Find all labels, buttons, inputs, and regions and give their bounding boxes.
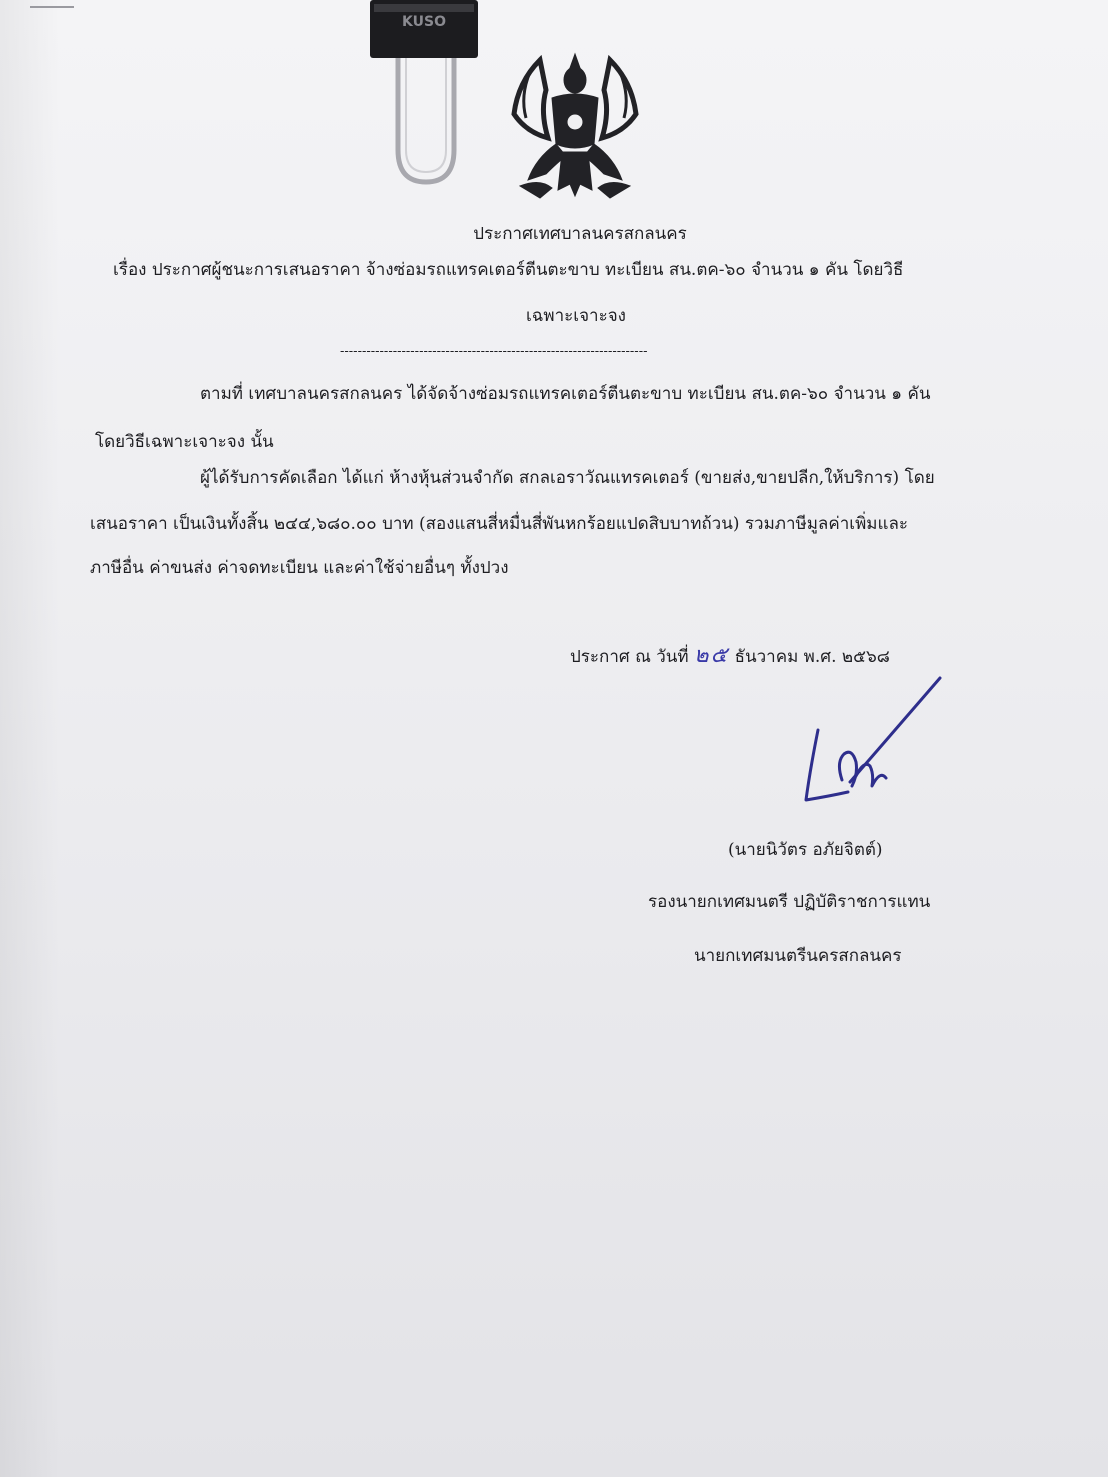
signatory-position-1: รองนายกเทศมนตรี ปฏิบัติราชการแทน [648, 892, 931, 912]
subject-line-2: เฉพาะเจาะจง [526, 306, 626, 326]
paragraph-1-line-2: โดยวิธีเฉพาะเจาะจง นั้น [95, 432, 274, 452]
paragraph-1-line-1: ตามที่ เทศบาลนครสกลนคร ได้จัดจ้างซ่อมรถแทรคเตอร์ตีนตะขาบ ทะเบียน สน.ตค-๖๐ จำนวน ๑ คัน [200, 384, 931, 404]
paragraph-2-line-3: ภาษีอื่น ค่าขนส่ง ค่าจดทะเบียน และค่าใช้จ่ายอื่นๆ ทั้งปวง [90, 558, 509, 578]
date-month-year: ธันวาคม พ.ศ. ๒๕๖๘ [734, 647, 890, 667]
announcement-date [570, 644, 890, 669]
signatory-position-2: นายกเทศมนตรีนครสกลนคร [694, 946, 902, 966]
date-prefix: ประกาศ ณ วันที่ [570, 647, 689, 667]
separator-line: ---------------------------------------------------------------------- [340, 344, 648, 359]
signatory-name: (นายนิวัตร อภัยจิตต์) [728, 840, 883, 860]
date-day-handwritten: ๒๕ [694, 643, 730, 668]
paragraph-2-line-2: เสนอราคา เป็นเงินทั้งสิ้น ๒๔๔,๖๘๐.๐๐ บาท (สองแสนสี่หมื่นสี่พันหกร้อยแปดสิบบาทถ้วน) รวมภาษีมูลค่าเพิ่มและ [90, 514, 909, 534]
subject-line-1: เรื่อง ประกาศผู้ชนะการเสนอราคา จ้างซ่อมรถแทรคเตอร์ตีนตะขาบ ทะเบียน สน.ตค-๖๐ จำนวน ๑ คัน โดยวิธี [113, 260, 904, 280]
clip-brand-text: KUSO [402, 14, 446, 30]
signature-icon [790, 670, 950, 810]
paragraph-2-line-1: ผู้ได้รับการคัดเลือก ได้แก่ ห้างหุ้นส่วนจำกัด สกลเอราวัณแทรคเตอร์ (ขายส่ง,ขายปลีก,ให้บริการ) โดย [200, 468, 935, 488]
corner-mark [30, 6, 74, 8]
announcement-title: ประกาศเทศบาลนครสกลนคร [473, 224, 687, 244]
binder-clip-icon [368, 0, 480, 190]
garuda-emblem-icon [500, 52, 650, 202]
